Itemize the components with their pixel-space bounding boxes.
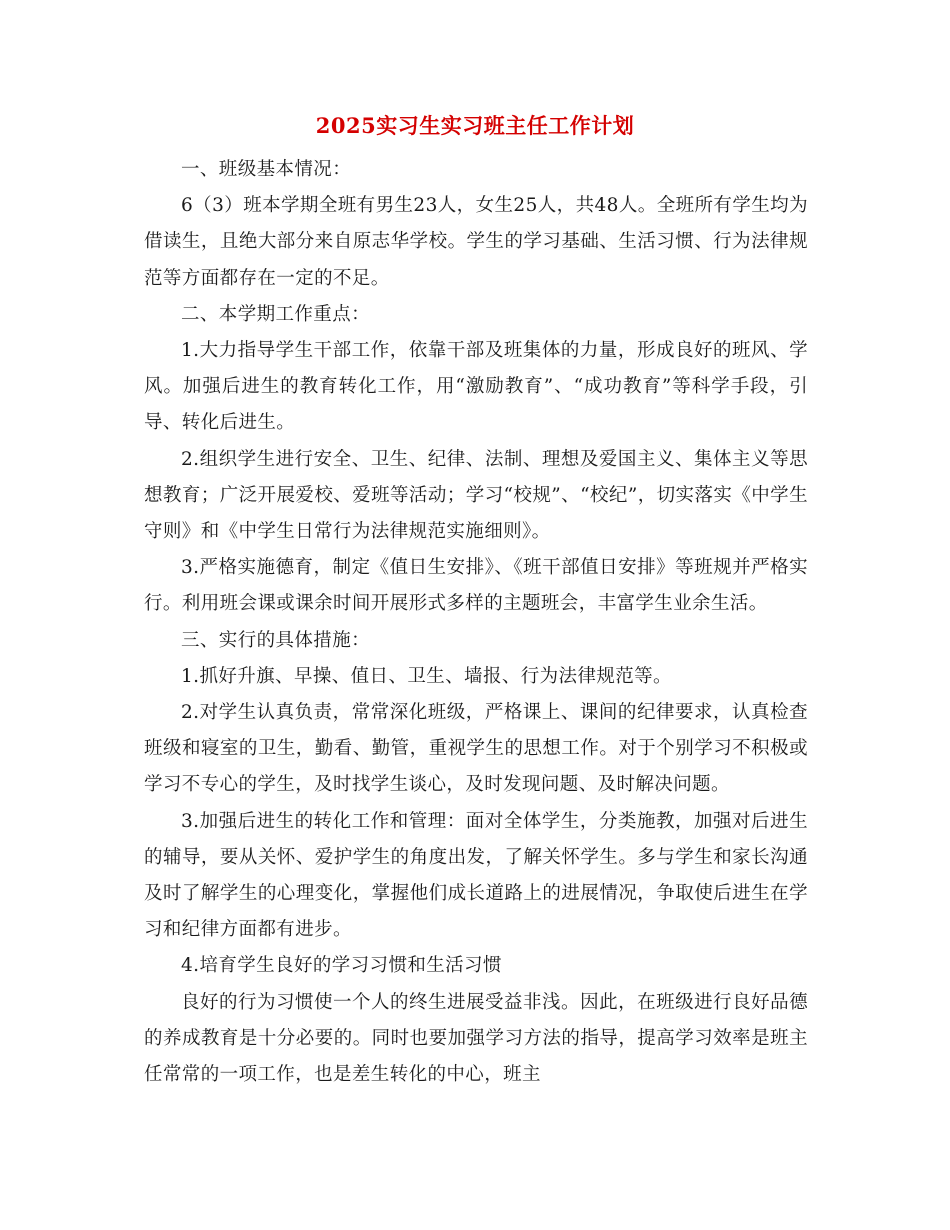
document-title: 2025实习生实习班主任工作计划	[315, 113, 635, 138]
document-body	[144, 152, 808, 1093]
paragraph-focus-item-2: 2.组织学生进行安全、卫生、纪律、法制、理想及爱国主义、集体主义等思想教育；广泛开展爱校、爱班等活动；学习“校规”、“校纪”，切实落实《中学生守则》和《中学生日常行为法律规范实施细则》。	[144, 448, 808, 543]
section-heading-class-situation: 一、班级基本情况：	[181, 159, 352, 180]
paragraph-class-overview: 6（3）班本学期全班有男生23人，女生25人，共48人。全班所有学生均为借读生，且绝大部分来自原志华学校。学生的学习基础、生活习惯、行为法律规范等方面都存在一定的不足。	[144, 195, 808, 289]
paragraph-focus-item-1: 1.大力指导学生干部工作，依靠干部及班集体的力量，形成良好的班风、学风。加强后进生的教育转化工作，用“激励教育”、“成功教育”等科学手段，引导、转化后进生。	[144, 340, 808, 434]
paragraph-measure-item-2: 2.对学生认真负责，常常深化班级，严格课上、课间的纪律要求，认真检查班级和寝室的卫生，勤看、勤管，重视学生的思想工作。对于个别学习不积极或学习不专心的学生，及时找学生谈心，及时发现问题、及时解决问题。	[144, 702, 808, 796]
section-heading-measures: 三、实行的具体措施：	[181, 629, 371, 651]
paragraph-measure-item-1: 1.抓好升旗、早操、值日、卫生、墙报、行为法律规范等。	[181, 665, 672, 687]
section-heading-work-focus: 二、本学期工作重点：	[181, 303, 371, 325]
paragraph-focus-item-3: 3.严格实施德育，制定《值日生安排》、《班干部值日安排》等班规并严格实行。利用班会课或课余时间开展形式多样的主题班会，丰富学生业余生活。	[144, 557, 808, 615]
paragraph-habits: 良好的行为习惯使一个人的终生进展受益非浅。因此，在班级进行良好品德的养成教育是十分必要的。同时也要加强学习方法的指导，提高学习效率是班主任常常的一项工作，也是差生转化的中心，班主	[144, 991, 808, 1086]
paragraph-measure-item-3: 3.加强后进生的转化工作和管理：面对全体学生，分类施教，加强对后进生的辅导，要从关怀、爱护学生的角度出发，了解关怀学生。多与学生和家长沟通及时了解学生的心理变化，掌握他们成长道路上的进展情况，争取使后进生在学习和纪律方面都有进步。	[144, 810, 808, 941]
paragraph-measure-item-4: 4.培育学生良好的学习习惯和生活习惯	[181, 955, 502, 977]
